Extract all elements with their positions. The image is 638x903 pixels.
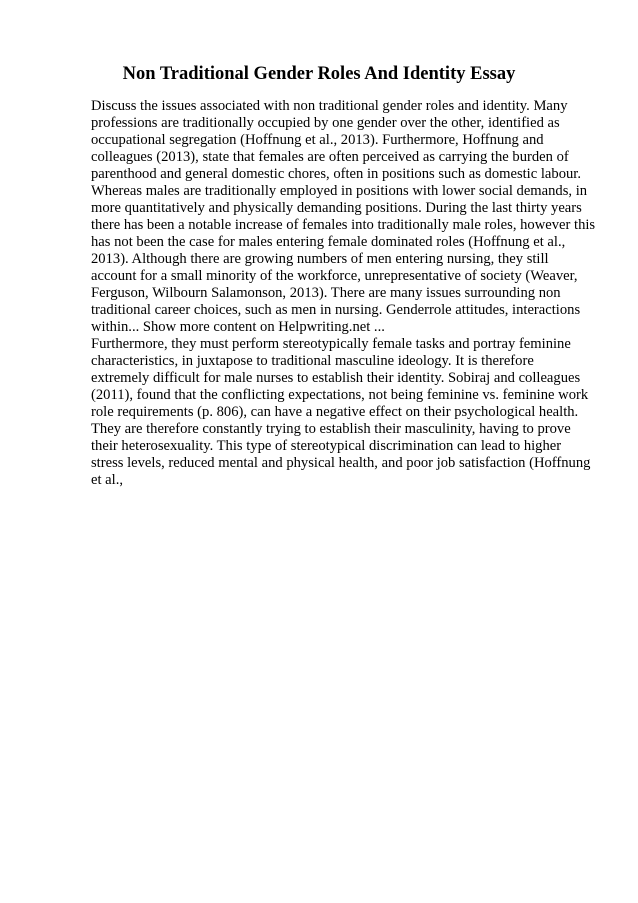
- body-line: account for a small minority of the workforce, unrepresentative of society (Weaver,: [91, 268, 578, 284]
- body-line: more quantitatively and physically demanding positions. During the last thirty years: [91, 200, 582, 216]
- body-line: professions are traditionally occupied by one gender over the other, identified as: [91, 115, 560, 131]
- body-line: within... Show more content on Helpwriting.net ...: [91, 319, 385, 335]
- essay-title: Non Traditional Gender Roles And Identity Essay: [122, 64, 516, 84]
- body-line: occupational segregation (Hoffnung et al., 2013). Furthermore, Hoffnung and: [91, 132, 544, 148]
- body-line: traditional career choices, such as men in nursing. Genderrole attitudes, interactions: [91, 302, 581, 318]
- body-line: characteristics, in juxtapose to traditional masculine ideology. It is therefore: [91, 353, 534, 369]
- body-line: role requirements (p. 806), can have a negative effect on their psychological health.: [91, 404, 579, 420]
- body-line: has not been the case for males entering female dominated roles (Hoffnung et al.,: [91, 234, 566, 250]
- body-line: Ferguson, Wilbourn Salamonson, 2013). There are many issues surrounding non: [91, 285, 561, 301]
- body-line: parenthood and general domestic chores, often in positions such as domestic labour.: [91, 166, 581, 182]
- body-line: et al.,: [91, 472, 124, 488]
- body-line: their heterosexuality. This type of stereotypical discrimination can lead to higher: [91, 438, 562, 454]
- body-line: Discuss the issues associated with non traditional gender roles and identity. Many: [91, 98, 568, 114]
- body-line: Furthermore, they must perform stereotypically female tasks and portray feminine: [91, 336, 571, 352]
- essay-body: [91, 98, 596, 489]
- body-line: Whereas males are traditionally employed in positions with lower social demands, in: [91, 183, 588, 199]
- body-line: 2013). Although there are growing numbers of men entering nursing, they still: [91, 251, 549, 267]
- body-line: They are therefore constantly trying to establish their masculinity, having to prove: [91, 421, 571, 437]
- body-line: (2011), found that the conflicting expectations, not being feminine vs. feminine work: [91, 387, 589, 403]
- body-line: stress levels, reduced mental and physical health, and poor job satisfaction (Hoffnung: [91, 455, 591, 471]
- body-line: colleagues (2013), state that females are often perceived as carrying the burden of: [91, 149, 569, 165]
- body-line: extremely difficult for male nurses to establish their identity. Sobiraj and colleagues: [91, 370, 581, 386]
- body-line: there has been a notable increase of females into traditionally male roles, however this: [91, 217, 596, 233]
